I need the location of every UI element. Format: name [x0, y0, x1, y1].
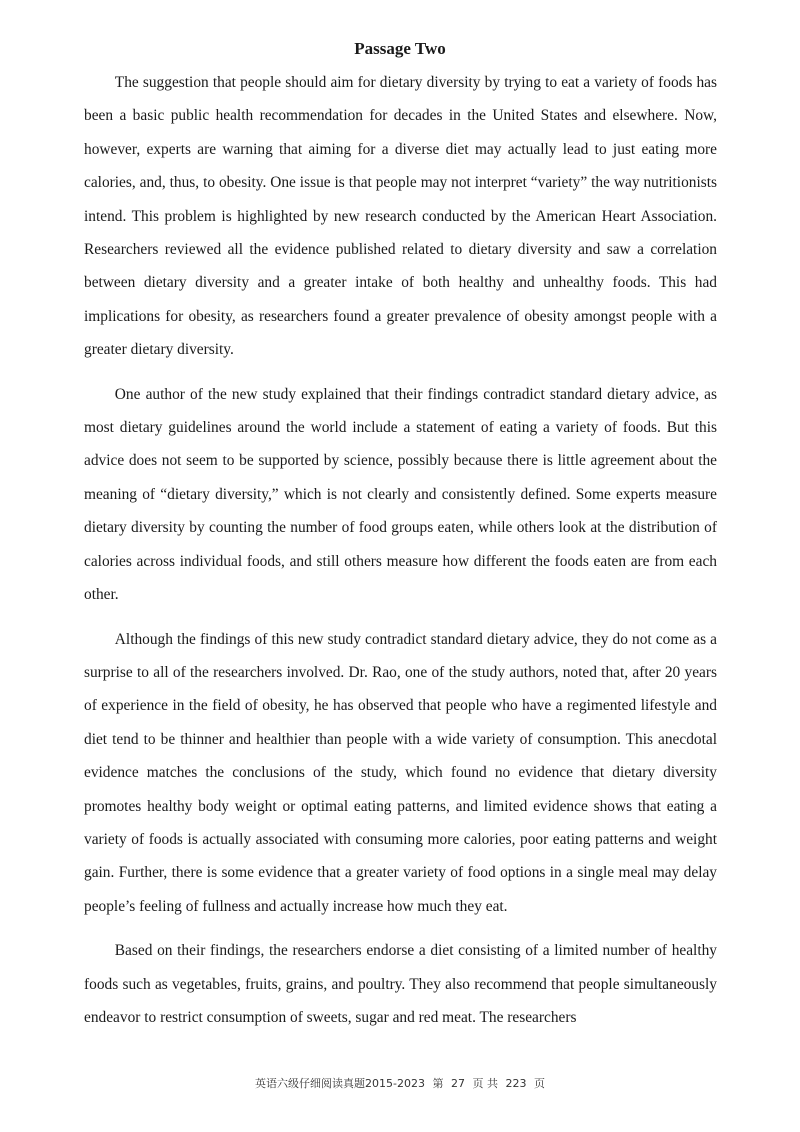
paragraph: One author of the new study explained that their findings contradict standard dietary advice, as most dietary guidelines around the world include a statement of eating a variety of foods. But this advice does not seem to be supported by science, possibly because there is little agreement about the meaning of “dietary diversity,” which is not clearly and consistently defined. Some experts measure dietary diversity by counting the number of food groups eaten, while others look at the distribution of calories across individual foods, and still others measure how different the foods eaten are from each other. — [84, 385, 717, 604]
footer-book-title: 英语六级仔细阅读真题2015-2023 — [255, 1077, 425, 1090]
paragraph: Based on their findings, the researchers endorse a diet consisting of a limited number of healthy foods such as vegetables, fruits, grains, and poultry. They also recommend that people simultaneously endeavor to restrict consumption of sweets, sugar and red meat. The researchers — [84, 942, 717, 1026]
paragraph: Although the findings of this new study contradict standard dietary advice, they do not come as a surprise to all of the researchers involved. Dr. Rao, one of the study authors, noted that, after 20 years of experience in the field of obesity, he has observed that people who have a regimented lifestyle and diet tend to be thinner and healthier than people with a wide variety of consumption. This anecdotal evidence matches the conclusions of the study, which found no evidence that dietary diversity promotes healthy body weight or optimal eating patterns, and limited evidence shows that eating a variety of foods is actually associated with consuming more calories, poor eating patterns and weight gain. Further, there is some evidence that a greater variety of food options in a single meal may delay people’s feeling of fullness and actually increase how much they eat. — [84, 630, 717, 915]
footer-total-pages: 223 — [505, 1077, 527, 1090]
footer-page-number: 27 — [450, 1077, 465, 1090]
passage-body — [84, 66, 717, 1045]
footer-page-suffix: 页 — [533, 1077, 545, 1090]
paragraph: The suggestion that people should aim for dietary diversity by trying to eat a variety of foods has been a basic public health recommendation for decades in the United States and elsewhere. Now, however, experts are warning that aiming for a diverse diet may actually lead to just eating more calories, and, thus, to obesity. One issue is that people may not interpret “variety” the way nutritionists intend. This problem is highlighted by new research conducted by the American Heart Association. Researchers reviewed all the evidence published related to dietary diversity and saw a correlation between dietary diversity and a greater intake of both healthy and unhealthy foods. This had implications for obesity, as researchers found a greater prevalence of obesity amongst people with a greater dietary diversity. — [84, 74, 717, 359]
footer-page-mid: 页 共 — [472, 1077, 498, 1090]
passage-title: Passage Two — [354, 39, 446, 58]
footer-page-prefix: 第 — [432, 1077, 444, 1090]
page-footer — [0, 1077, 800, 1091]
